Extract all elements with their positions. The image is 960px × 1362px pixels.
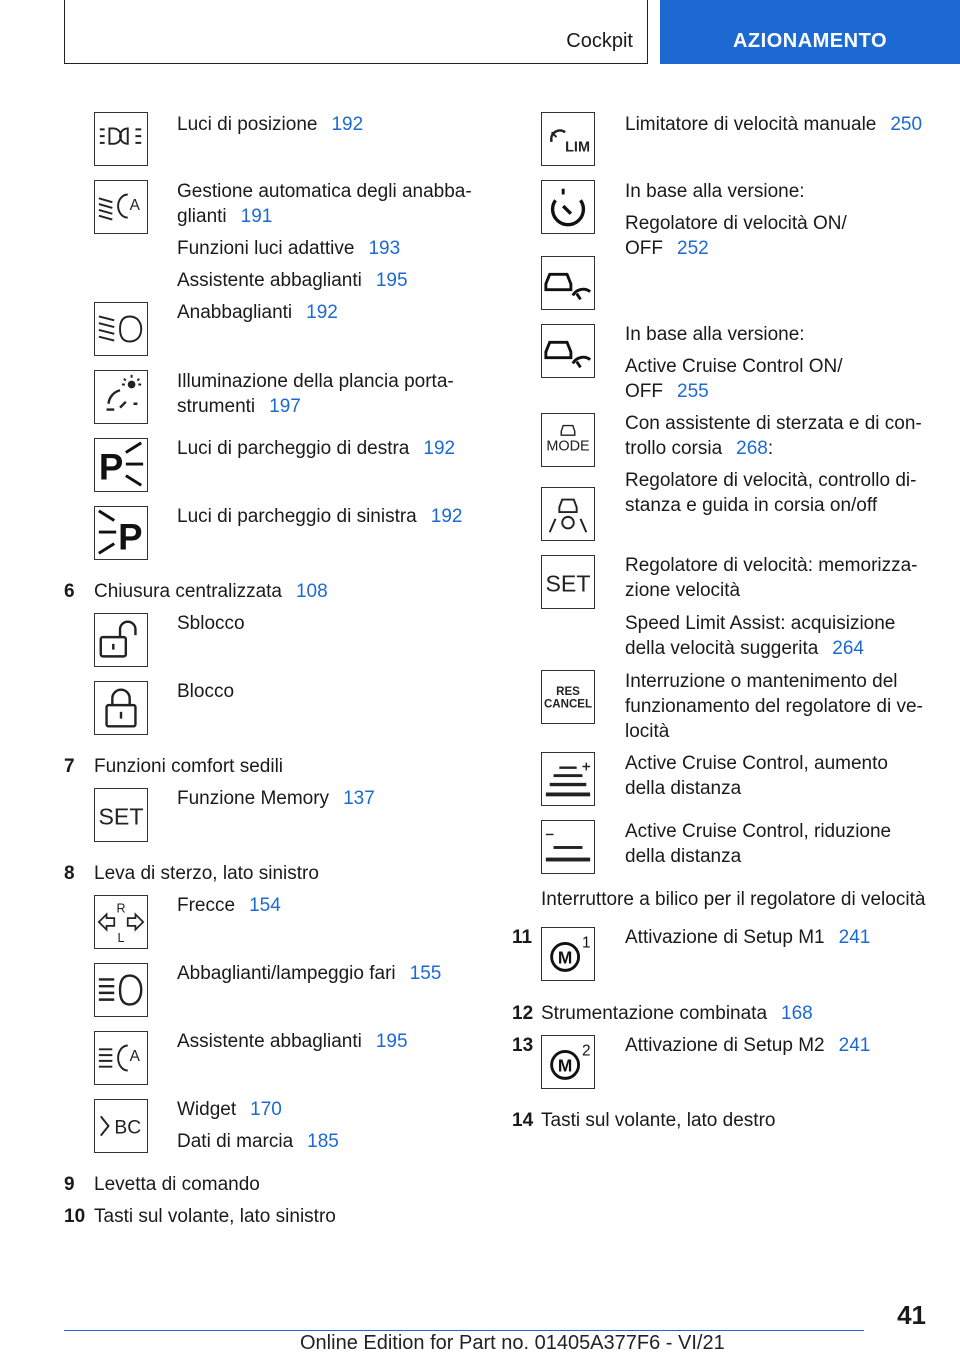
left-row4-line2: strumenti 197 bbox=[177, 396, 301, 417]
page-ref[interactable]: 255 bbox=[677, 381, 709, 402]
lock-icon bbox=[94, 681, 148, 735]
right-row1: Limitatore di velocità manuale 250 bbox=[625, 114, 923, 135]
item-number: 12 bbox=[512, 1003, 534, 1024]
item-number: 11 bbox=[512, 927, 533, 948]
svg-text:1: 1 bbox=[582, 934, 591, 952]
page-ref[interactable]: 241 bbox=[838, 927, 871, 948]
page-ref[interactable]: 192 bbox=[423, 438, 456, 459]
section-6: Chiusura centralizzata 108 bbox=[94, 581, 328, 602]
mode-icon bbox=[541, 413, 595, 467]
header-chapter: AZIONAMENTO bbox=[732, 30, 887, 52]
item-number: 6 bbox=[64, 581, 75, 602]
section-11: Attivazione di Setup M1 241 bbox=[625, 927, 871, 948]
left-row7: Sblocco bbox=[177, 613, 245, 634]
right-row5-line1: Regolatore di velocità: memorizza- bbox=[625, 555, 918, 576]
page-ref[interactable]: 137 bbox=[343, 788, 375, 809]
edition-footer: Online Edition for Part no. 01405A377F6 - VI/21 bbox=[300, 1332, 725, 1354]
svg-text:SET: SET bbox=[545, 570, 591, 597]
turn-signal-icon bbox=[94, 895, 148, 949]
svg-text:A: A bbox=[129, 196, 140, 214]
page-number: 41 bbox=[897, 1300, 926, 1330]
high-beam-assistant-icon bbox=[94, 1031, 148, 1085]
page-ref[interactable]: 108 bbox=[295, 581, 328, 602]
lane-guidance-icon bbox=[541, 487, 595, 541]
svg-text:L: L bbox=[117, 931, 125, 946]
right-row6-line2: funzionamento del regolatore di ve- bbox=[625, 696, 923, 717]
svg-text:MODE: MODE bbox=[546, 438, 590, 455]
page-ref[interactable]: 155 bbox=[409, 963, 442, 984]
right-row4-line2: trollo corsia 268: bbox=[625, 438, 774, 459]
low-beam-icon bbox=[94, 302, 148, 356]
page-ref[interactable]: 154 bbox=[249, 895, 281, 916]
auto-low-beam-icon bbox=[94, 180, 148, 234]
left-row10: Frecce 154 bbox=[177, 895, 281, 916]
bc-widget-icon bbox=[94, 1099, 148, 1153]
page-ref[interactable]: 192 bbox=[430, 506, 463, 527]
svg-text:P: P bbox=[118, 516, 143, 558]
svg-text:LIM: LIM bbox=[565, 139, 590, 156]
right-row3-line3: OFF 255 bbox=[625, 381, 709, 402]
header-section: Cockpit bbox=[566, 30, 633, 52]
right-row4-line4: stanza e guida in corsia on/off bbox=[625, 495, 878, 516]
cruise-control-icon bbox=[541, 180, 595, 234]
right-row6-line3: locità bbox=[625, 721, 670, 742]
right-row5-line2: zione velocità bbox=[625, 580, 741, 601]
right-row6-line1: Interruzione o mantenimento del bbox=[625, 671, 898, 692]
svg-text:2: 2 bbox=[582, 1042, 591, 1060]
page-ref[interactable]: 195 bbox=[375, 1031, 408, 1052]
right-row2-line2: Regolatore di velocità ON/ bbox=[625, 213, 847, 234]
right-row8-line2: della distanza bbox=[625, 846, 742, 867]
right-row7-line2: della distanza bbox=[625, 778, 742, 799]
rocker-switch-text: Interruttore a bilico per il regolatore di velocità bbox=[541, 889, 926, 910]
page-ref[interactable]: 170 bbox=[250, 1099, 282, 1120]
right-row5-line3: Speed Limit Assist: acquisizione bbox=[625, 613, 896, 634]
page-ref[interactable]: 192 bbox=[331, 114, 364, 135]
m2-setup-icon bbox=[541, 1035, 595, 1089]
page-ref[interactable]: 250 bbox=[890, 114, 923, 135]
header-section-box bbox=[64, 0, 648, 64]
left-row2-line1: Gestione automatica degli anabba- bbox=[177, 181, 472, 202]
active-cruise-icon bbox=[541, 256, 595, 310]
item-number: 14 bbox=[512, 1110, 534, 1131]
page-ref[interactable]: 252 bbox=[677, 238, 709, 259]
svg-text:SET: SET bbox=[98, 803, 144, 830]
speed-limiter-icon bbox=[541, 112, 595, 166]
page-ref[interactable]: 192 bbox=[306, 302, 338, 323]
right-row8-line1: Active Cruise Control, riduzione bbox=[625, 821, 892, 842]
parking-light-left-icon bbox=[94, 506, 148, 560]
left-row3: Anabbaglianti 192 bbox=[177, 302, 338, 323]
item-number: 7 bbox=[64, 756, 75, 777]
section-10: Tasti sul volante, lato sinistro bbox=[94, 1206, 336, 1227]
item-number: 8 bbox=[64, 863, 75, 884]
right-row2-line1: In base alla versione: bbox=[625, 181, 805, 202]
right-row4-line3: Regolatore di velocità, controllo di- bbox=[625, 470, 917, 491]
svg-text:CANCEL: CANCEL bbox=[543, 698, 593, 711]
section-7: Funzioni comfort sedili bbox=[94, 756, 284, 777]
header-chapter-tab bbox=[660, 0, 960, 64]
page-ref[interactable]: 185 bbox=[307, 1131, 339, 1152]
left-row2-line3: Funzioni luci adattive 193 bbox=[177, 238, 401, 259]
left-row6: Luci di parcheggio di sinistra 192 bbox=[177, 506, 463, 527]
right-row3-line1: In base alla versione: bbox=[625, 324, 805, 345]
item-number: 9 bbox=[64, 1174, 75, 1195]
section-13: Attivazione di Setup M2 241 bbox=[625, 1035, 871, 1056]
svg-text:BC: BC bbox=[114, 1117, 142, 1139]
page-ref[interactable]: 268 bbox=[736, 438, 768, 459]
svg-text:RES: RES bbox=[556, 686, 580, 699]
svg-text:P: P bbox=[98, 446, 124, 488]
section-9: Levetta di comando bbox=[94, 1174, 260, 1195]
left-row9: Funzione Memory 137 bbox=[177, 788, 375, 809]
left-row8: Blocco bbox=[177, 681, 235, 702]
active-cruise-icon bbox=[541, 324, 595, 378]
svg-text:A: A bbox=[129, 1047, 140, 1065]
svg-text:R: R bbox=[116, 901, 126, 916]
right-row4-line1: Con assistente di sterzata e di con- bbox=[625, 413, 922, 434]
section-12: Strumentazione combinata 168 bbox=[541, 1003, 813, 1024]
right-row2-line3: OFF 252 bbox=[625, 238, 709, 259]
left-row5: Luci di parcheggio di destra 192 bbox=[177, 438, 456, 459]
right-row7-line1: Active Cruise Control, aumento bbox=[625, 753, 888, 774]
unlock-icon bbox=[94, 613, 148, 667]
m1-setup-icon bbox=[541, 927, 595, 981]
left-row13-line1: Widget 170 bbox=[177, 1099, 282, 1120]
res-cancel-icon bbox=[541, 670, 595, 724]
section-8: Leva di sterzo, lato sinistro bbox=[94, 863, 319, 884]
right-row5-line4: della velocità suggerita 264 bbox=[625, 638, 864, 659]
distance-decrease-icon bbox=[541, 820, 595, 874]
svg-text:M: M bbox=[557, 1055, 573, 1076]
page-ref[interactable]: 168 bbox=[781, 1003, 813, 1024]
left-row2-line4: Assistente abbaglianti 195 bbox=[177, 270, 408, 291]
dashboard-illumination-icon bbox=[94, 370, 148, 424]
page-ref[interactable]: 197 bbox=[269, 396, 301, 417]
parking-light-right-icon bbox=[94, 438, 148, 492]
left-row11: Abbaglianti/lampeggio fari 155 bbox=[177, 963, 442, 984]
item-number: 10 bbox=[64, 1206, 86, 1227]
left-row13-line2: Dati di marcia 185 bbox=[177, 1131, 339, 1152]
left-row1: Luci di posizione 192 bbox=[177, 114, 364, 135]
item-number: 13 bbox=[512, 1035, 534, 1056]
distance-increase-icon bbox=[541, 752, 595, 806]
page-ref[interactable]: 195 bbox=[375, 270, 408, 291]
footer-divider bbox=[64, 1330, 864, 1331]
page-ref[interactable]: 241 bbox=[838, 1035, 871, 1056]
left-row4-line1: Illuminazione della plancia porta- bbox=[177, 371, 454, 392]
right-row3-line2: Active Cruise Control ON/ bbox=[625, 356, 843, 377]
page-ref[interactable]: 191 bbox=[240, 206, 273, 227]
set-memory-icon bbox=[94, 788, 148, 842]
section-14: Tasti sul volante, lato destro bbox=[541, 1110, 776, 1131]
svg-text:M: M bbox=[557, 947, 573, 968]
left-row12: Assistente abbaglianti 195 bbox=[177, 1031, 408, 1052]
position-lights-icon bbox=[94, 112, 148, 166]
page-ref[interactable]: 193 bbox=[368, 238, 401, 259]
page-ref[interactable]: 264 bbox=[832, 638, 864, 659]
left-row2-line2: glianti 191 bbox=[177, 206, 273, 227]
set-speed-icon bbox=[541, 555, 595, 609]
high-beam-icon bbox=[94, 963, 148, 1017]
